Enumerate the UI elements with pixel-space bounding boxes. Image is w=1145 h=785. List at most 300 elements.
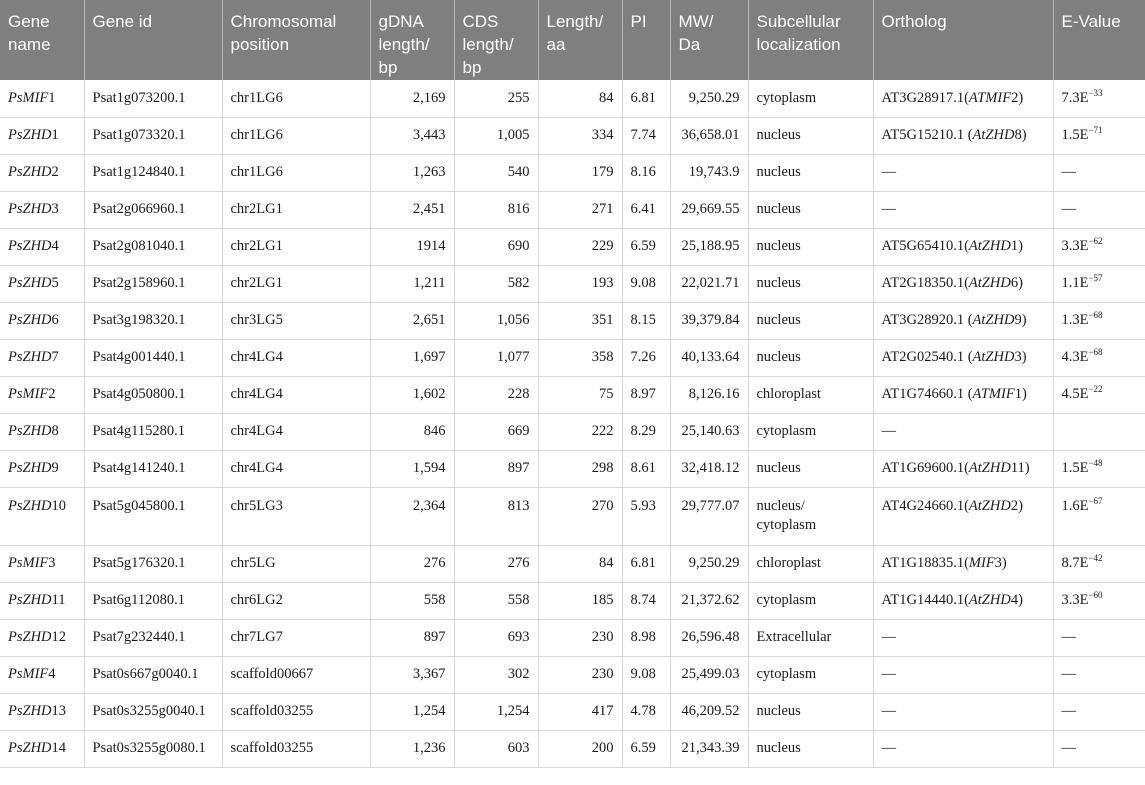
- e-value-cell: [1053, 228, 1145, 265]
- chromosomal-position-cell: chr4LG4: [222, 376, 370, 413]
- gene-name-prefix: PsMIF: [8, 386, 49, 402]
- header-gdna-length: gDNA length/ bp: [370, 0, 454, 80]
- localization-cell: nucleus/ cytoplasm: [748, 487, 873, 545]
- chromosomal-position-cell: chr4LG4: [222, 413, 370, 450]
- gene-name-number: 14: [51, 740, 67, 756]
- e-value-exponent: −57: [1088, 273, 1103, 283]
- cds-length-cell: 228: [454, 376, 538, 413]
- gene-name-number: 3: [51, 201, 59, 217]
- cds-length-cell: 1,056: [454, 302, 538, 339]
- table-row: [0, 191, 1145, 228]
- gene-id-cell: Psat4g115280.1: [84, 413, 222, 450]
- table-body: [0, 80, 1145, 767]
- chromosomal-position-cell: chr5LG: [222, 545, 370, 582]
- pi-cell: 8.74: [622, 582, 670, 619]
- header-length-aa: Length/ aa: [538, 0, 622, 80]
- gene-name-prefix: PsZHD: [8, 629, 52, 645]
- aa-length-cell: 185: [538, 582, 622, 619]
- table-row: [0, 487, 1145, 545]
- gene-name-number: 8: [51, 423, 59, 439]
- cds-length-cell: 693: [454, 619, 538, 656]
- gene-name-cell: [0, 339, 84, 376]
- gene-id-cell: Psat1g073320.1: [84, 117, 222, 154]
- gene-name-number: 12: [51, 629, 67, 645]
- pi-cell: 8.97: [622, 376, 670, 413]
- ortholog-id: AT3G28920.1 (: [881, 312, 973, 328]
- gene-name-prefix: PsZHD: [8, 497, 52, 514]
- table-row: [0, 730, 1145, 767]
- gene-id-cell: Psat0s3255g0040.1: [84, 693, 222, 730]
- table-row: [0, 693, 1145, 730]
- aa-length-cell: 334: [538, 117, 622, 154]
- gene-name-number: 4: [48, 666, 56, 682]
- gene-name-cell: [0, 265, 84, 302]
- mw-cell: 25,499.03: [670, 656, 748, 693]
- gene-id-cell: Psat1g073200.1: [84, 80, 222, 117]
- e-value-exponent: −67: [1088, 495, 1103, 506]
- gene-name-cell: [0, 413, 84, 450]
- gene-name-prefix: PsZHD: [8, 312, 52, 328]
- gene-name-number: 1: [48, 89, 56, 106]
- gdna-length-cell: 1,594: [370, 450, 454, 487]
- gene-name-prefix: PsMIF: [8, 89, 49, 106]
- gdna-length-cell: 1914: [370, 228, 454, 265]
- header-chromosomal-position: Chromosomal position: [222, 0, 370, 80]
- mw-cell: 26,596.48: [670, 619, 748, 656]
- header-cds-length: CDS length/ bp: [454, 0, 538, 80]
- ortholog-id: —: [881, 201, 896, 217]
- gene-id-cell: Psat2g081040.1: [84, 228, 222, 265]
- ortholog-id: AT5G65410.1(: [881, 238, 969, 254]
- pi-cell: 6.81: [622, 80, 670, 117]
- chromosomal-position-cell: chr1LG6: [222, 80, 370, 117]
- gene-name-prefix: PsZHD: [8, 275, 52, 291]
- localization-cell: cytoplasm: [748, 413, 873, 450]
- e-value-base: 1.1E: [1061, 275, 1089, 291]
- gene-name-number: 5: [51, 275, 59, 291]
- gene-name-cell: [0, 693, 84, 730]
- gene-id-cell: Psat2g158960.1: [84, 265, 222, 302]
- localization-cell: cytoplasm: [748, 80, 873, 117]
- table-row: [0, 154, 1145, 191]
- chromosomal-position-cell: chr4LG4: [222, 339, 370, 376]
- gene-name-prefix: PsZHD: [8, 740, 52, 756]
- gene-name-prefix: PsZHD: [8, 127, 52, 143]
- gene-name-prefix: PsMIF: [8, 666, 49, 682]
- gene-id-cell: Psat4g141240.1: [84, 450, 222, 487]
- aa-length-cell: 193: [538, 265, 622, 302]
- gene-name-cell: [0, 450, 84, 487]
- gene-id-cell: Psat0s667g0040.1: [84, 656, 222, 693]
- gdna-length-cell: 2,451: [370, 191, 454, 228]
- gdna-length-cell: 3,367: [370, 656, 454, 693]
- localization-cell: nucleus: [748, 450, 873, 487]
- chromosomal-position-cell: chr4LG4: [222, 450, 370, 487]
- ortholog-gene: AtZHD: [972, 312, 1015, 328]
- e-value-cell: [1053, 376, 1145, 413]
- ortholog-suffix: 1): [1010, 238, 1023, 254]
- cds-length-cell: 558: [454, 582, 538, 619]
- e-value-base: 4.3E: [1061, 349, 1089, 365]
- aa-length-cell: 222: [538, 413, 622, 450]
- localization-cell: nucleus: [748, 228, 873, 265]
- table-row: [0, 619, 1145, 656]
- localization-cell: chloroplast: [748, 545, 873, 582]
- ortholog-gene: AtZHD: [972, 349, 1015, 365]
- ortholog-id: —: [881, 740, 896, 756]
- ortholog-cell: [873, 619, 1053, 656]
- ortholog-cell: [873, 693, 1053, 730]
- ortholog-gene: AtZHD: [968, 275, 1011, 291]
- pi-cell: 6.59: [622, 228, 670, 265]
- cds-length-cell: 669: [454, 413, 538, 450]
- ortholog-cell: [873, 154, 1053, 191]
- mw-cell: 29,777.07: [670, 487, 748, 545]
- e-value-base: 4.5E: [1061, 386, 1089, 402]
- gene-name-prefix: PsZHD: [8, 592, 52, 608]
- e-value-cell: [1053, 730, 1145, 767]
- e-value-base: 1.3E: [1061, 312, 1089, 328]
- e-value-exponent: −33: [1088, 87, 1103, 98]
- cds-length-cell: 276: [454, 545, 538, 582]
- cds-length-cell: 1,005: [454, 117, 538, 154]
- pi-cell: 9.08: [622, 656, 670, 693]
- gene-name-number: 4: [51, 238, 59, 254]
- gene-name-cell: [0, 191, 84, 228]
- cds-length-cell: 690: [454, 228, 538, 265]
- e-value-base: —: [1061, 666, 1076, 682]
- gene-id-cell: Psat5g045800.1: [84, 487, 222, 545]
- localization-cell: nucleus: [748, 730, 873, 767]
- e-value-base: —: [1061, 629, 1076, 645]
- ortholog-cell: [873, 450, 1053, 487]
- ortholog-suffix: 2): [1010, 497, 1023, 514]
- gdna-length-cell: 897: [370, 619, 454, 656]
- e-value-cell: [1053, 413, 1145, 450]
- e-value-cell: [1053, 656, 1145, 693]
- gene-name-cell: [0, 730, 84, 767]
- table-row: [0, 117, 1145, 154]
- gene-name-prefix: PsZHD: [8, 238, 52, 254]
- table-row: [0, 339, 1145, 376]
- cds-length-cell: 816: [454, 191, 538, 228]
- mw-cell: 25,140.63: [670, 413, 748, 450]
- mw-cell: 39,379.84: [670, 302, 748, 339]
- ortholog-id: —: [881, 666, 896, 682]
- e-value-cell: [1053, 117, 1145, 154]
- gdna-length-cell: 846: [370, 413, 454, 450]
- gene-name-cell: [0, 545, 84, 582]
- pi-cell: 8.16: [622, 154, 670, 191]
- pi-cell: 9.08: [622, 265, 670, 302]
- mw-cell: 32,418.12: [670, 450, 748, 487]
- pi-cell: 7.74: [622, 117, 670, 154]
- gene-name-cell: [0, 376, 84, 413]
- e-value-exponent: −71: [1088, 125, 1103, 135]
- chromosomal-position-cell: scaffold03255: [222, 693, 370, 730]
- ortholog-id: AT2G18350.1(: [881, 275, 969, 291]
- e-value-base: 8.7E: [1061, 555, 1089, 571]
- ortholog-cell: [873, 413, 1053, 450]
- chromosomal-position-cell: chr2LG1: [222, 265, 370, 302]
- pi-cell: 7.26: [622, 339, 670, 376]
- e-value-base: 3.3E: [1061, 238, 1089, 254]
- gene-name-cell: [0, 619, 84, 656]
- ortholog-suffix: 9): [1014, 312, 1027, 328]
- ortholog-id: AT1G69600.1(: [881, 460, 969, 476]
- e-value-exponent: −48: [1088, 458, 1103, 468]
- chromosomal-position-cell: chr7LG7: [222, 619, 370, 656]
- ortholog-cell: [873, 302, 1053, 339]
- gene-name-number: 13: [51, 703, 67, 719]
- e-value-base: —: [1061, 201, 1076, 217]
- mw-cell: 21,343.39: [670, 730, 748, 767]
- ortholog-cell: [873, 339, 1053, 376]
- header-pi: PI: [622, 0, 670, 80]
- ortholog-id: AT1G14440.1(: [881, 592, 969, 608]
- mw-cell: 9,250.29: [670, 80, 748, 117]
- gdna-length-cell: 1,697: [370, 339, 454, 376]
- pi-cell: 6.41: [622, 191, 670, 228]
- localization-cell: nucleus: [748, 302, 873, 339]
- ortholog-suffix: 3): [1014, 349, 1027, 365]
- gene-name-number: 2: [48, 386, 56, 402]
- aa-length-cell: 84: [538, 80, 622, 117]
- gene-name-cell: [0, 228, 84, 265]
- ortholog-cell: [873, 265, 1053, 302]
- table-row: [0, 302, 1145, 339]
- ortholog-id: —: [881, 703, 896, 719]
- pi-cell: 6.81: [622, 545, 670, 582]
- header-mw: MW/ Da: [670, 0, 748, 80]
- gene-id-cell: Psat0s3255g0080.1: [84, 730, 222, 767]
- ortholog-gene: AtZHD: [968, 592, 1011, 608]
- e-value-cell: [1053, 545, 1145, 582]
- cds-length-cell: 255: [454, 80, 538, 117]
- gene-id-cell: Psat7g232440.1: [84, 619, 222, 656]
- ortholog-cell: [873, 228, 1053, 265]
- ortholog-cell: [873, 80, 1053, 117]
- chromosomal-position-cell: chr1LG6: [222, 117, 370, 154]
- gdna-length-cell: 1,263: [370, 154, 454, 191]
- mw-cell: 36,658.01: [670, 117, 748, 154]
- ortholog-suffix: 8): [1014, 127, 1027, 143]
- e-value-exponent: −42: [1088, 553, 1103, 563]
- gdna-length-cell: 558: [370, 582, 454, 619]
- header-row: [0, 0, 1145, 80]
- ortholog-cell: [873, 376, 1053, 413]
- e-value-exponent: −68: [1088, 310, 1103, 320]
- gene-name-cell: [0, 302, 84, 339]
- ortholog-id: AT4G24660.1(: [881, 497, 969, 514]
- table-row: [0, 376, 1145, 413]
- ortholog-cell: [873, 730, 1053, 767]
- mw-cell: 19,743.9: [670, 154, 748, 191]
- ortholog-id: AT3G28917.1(: [881, 89, 969, 106]
- ortholog-suffix: 1): [1014, 386, 1027, 402]
- ortholog-gene: AtZHD: [968, 497, 1011, 514]
- pi-cell: 8.15: [622, 302, 670, 339]
- ortholog-id: AT5G15210.1 (: [881, 127, 973, 143]
- aa-length-cell: 417: [538, 693, 622, 730]
- ortholog-id: AT2G02540.1 (: [881, 349, 973, 365]
- e-value-base: 1.5E: [1061, 460, 1089, 476]
- ortholog-cell: [873, 191, 1053, 228]
- e-value-exponent: −68: [1088, 347, 1103, 357]
- e-value-cell: [1053, 582, 1145, 619]
- ortholog-id: —: [881, 629, 896, 645]
- localization-cell: chloroplast: [748, 376, 873, 413]
- e-value-cell: [1053, 302, 1145, 339]
- table-row: [0, 228, 1145, 265]
- mw-cell: 21,372.62: [670, 582, 748, 619]
- aa-length-cell: 351: [538, 302, 622, 339]
- gene-name-number: 9: [51, 460, 59, 476]
- gene-name-cell: [0, 117, 84, 154]
- gdna-length-cell: 1,254: [370, 693, 454, 730]
- gene-name-cell: [0, 154, 84, 191]
- gdna-length-cell: 3,443: [370, 117, 454, 154]
- e-value-base: —: [1061, 740, 1076, 756]
- pi-cell: 6.59: [622, 730, 670, 767]
- cds-length-cell: 1,077: [454, 339, 538, 376]
- aa-length-cell: 84: [538, 545, 622, 582]
- e-value-cell: [1053, 154, 1145, 191]
- e-value-cell: [1053, 191, 1145, 228]
- e-value-base: —: [1061, 703, 1076, 719]
- e-value-base: 3.3E: [1061, 592, 1089, 608]
- table-header: [0, 0, 1145, 80]
- aa-length-cell: 270: [538, 487, 622, 545]
- chromosomal-position-cell: chr5LG3: [222, 487, 370, 545]
- localization-cell: Extracellular: [748, 619, 873, 656]
- pi-cell: 8.98: [622, 619, 670, 656]
- table-row: [0, 80, 1145, 117]
- header-gene-name: Gene name: [0, 0, 84, 80]
- ortholog-gene: ATMIF: [972, 386, 1015, 402]
- gene-id-cell: Psat5g176320.1: [84, 545, 222, 582]
- mw-cell: 9,250.29: [670, 545, 748, 582]
- gdna-length-cell: 276: [370, 545, 454, 582]
- e-value-base: 1.6E: [1061, 497, 1089, 514]
- pi-cell: 8.29: [622, 413, 670, 450]
- ortholog-suffix: 6): [1010, 275, 1023, 291]
- ortholog-gene: AtZHD: [968, 238, 1011, 254]
- e-value-cell: [1053, 339, 1145, 376]
- header-ortholog: Ortholog: [873, 0, 1053, 80]
- ortholog-cell: [873, 545, 1053, 582]
- localization-cell: nucleus: [748, 154, 873, 191]
- gene-id-cell: Psat3g198320.1: [84, 302, 222, 339]
- ortholog-suffix: 4): [1010, 592, 1023, 608]
- gene-name-cell: [0, 582, 84, 619]
- localization-cell: nucleus: [748, 117, 873, 154]
- gene-name-prefix: PsZHD: [8, 349, 52, 365]
- aa-length-cell: 75: [538, 376, 622, 413]
- gdna-length-cell: 2,651: [370, 302, 454, 339]
- e-value-base: —: [1061, 164, 1076, 180]
- aa-length-cell: 229: [538, 228, 622, 265]
- gene-id-cell: Psat4g001440.1: [84, 339, 222, 376]
- ortholog-gene: AtZHD: [968, 460, 1011, 476]
- cds-length-cell: 582: [454, 265, 538, 302]
- gene-name-prefix: PsZHD: [8, 201, 52, 217]
- e-value-base: 1.5E: [1061, 127, 1089, 143]
- gene-name-prefix: PsZHD: [8, 703, 52, 719]
- gene-id-cell: Psat2g066960.1: [84, 191, 222, 228]
- e-value-cell: [1053, 450, 1145, 487]
- chromosomal-position-cell: chr1LG6: [222, 154, 370, 191]
- table-row: [0, 265, 1145, 302]
- gene-name-prefix: PsZHD: [8, 423, 52, 439]
- e-value-cell: [1053, 80, 1145, 117]
- chromosomal-position-cell: scaffold03255: [222, 730, 370, 767]
- gene-name-number: 3: [48, 555, 56, 571]
- mw-cell: 40,133.64: [670, 339, 748, 376]
- cds-length-cell: 603: [454, 730, 538, 767]
- pi-cell: 5.93: [622, 487, 670, 545]
- mw-cell: 29,669.55: [670, 191, 748, 228]
- pi-cell: 4.78: [622, 693, 670, 730]
- localization-cell: nucleus: [748, 265, 873, 302]
- pi-cell: 8.61: [622, 450, 670, 487]
- chromosomal-position-cell: chr2LG1: [222, 191, 370, 228]
- ortholog-suffix: 3): [994, 555, 1007, 571]
- aa-length-cell: 298: [538, 450, 622, 487]
- e-value-base: 7.3E: [1061, 89, 1089, 106]
- chromosomal-position-cell: chr6LG2: [222, 582, 370, 619]
- ortholog-cell: [873, 117, 1053, 154]
- cds-length-cell: 813: [454, 487, 538, 545]
- gdna-length-cell: 2,169: [370, 80, 454, 117]
- gene-id-cell: Psat1g124840.1: [84, 154, 222, 191]
- ortholog-suffix: 2): [1011, 89, 1024, 106]
- table-row: [0, 545, 1145, 582]
- cds-length-cell: 302: [454, 656, 538, 693]
- ortholog-id: —: [881, 423, 896, 439]
- gene-name-cell: [0, 80, 84, 117]
- cds-length-cell: 897: [454, 450, 538, 487]
- e-value-exponent: −22: [1088, 384, 1103, 394]
- gene-name-prefix: PsMIF: [8, 555, 49, 571]
- aa-length-cell: 179: [538, 154, 622, 191]
- gene-name-prefix: PsZHD: [8, 164, 52, 180]
- aa-length-cell: 230: [538, 656, 622, 693]
- cds-length-cell: 540: [454, 154, 538, 191]
- ortholog-cell: [873, 487, 1053, 545]
- gene-id-cell: Psat4g050800.1: [84, 376, 222, 413]
- gene-name-number: 10: [51, 497, 67, 514]
- table-row: [0, 413, 1145, 450]
- gene-id-cell: Psat6g112080.1: [84, 582, 222, 619]
- gene-name-number: 2: [51, 164, 59, 180]
- table-row: [0, 656, 1145, 693]
- aa-length-cell: 230: [538, 619, 622, 656]
- header-e-value: E-Value: [1053, 0, 1145, 80]
- localization-cell: nucleus: [748, 191, 873, 228]
- e-value-exponent: −62: [1088, 236, 1103, 246]
- gene-name-number: 7: [51, 349, 59, 365]
- header-subcellular-localization: Subcellular localization: [748, 0, 873, 80]
- e-value-cell: [1053, 619, 1145, 656]
- ortholog-suffix: 11): [1010, 460, 1030, 476]
- table-row: [0, 582, 1145, 619]
- ortholog-id: AT1G18835.1(: [881, 555, 969, 571]
- chromosomal-position-cell: chr2LG1: [222, 228, 370, 265]
- ortholog-cell: [873, 582, 1053, 619]
- e-value-cell: [1053, 693, 1145, 730]
- ortholog-gene: ATMIF: [968, 89, 1012, 106]
